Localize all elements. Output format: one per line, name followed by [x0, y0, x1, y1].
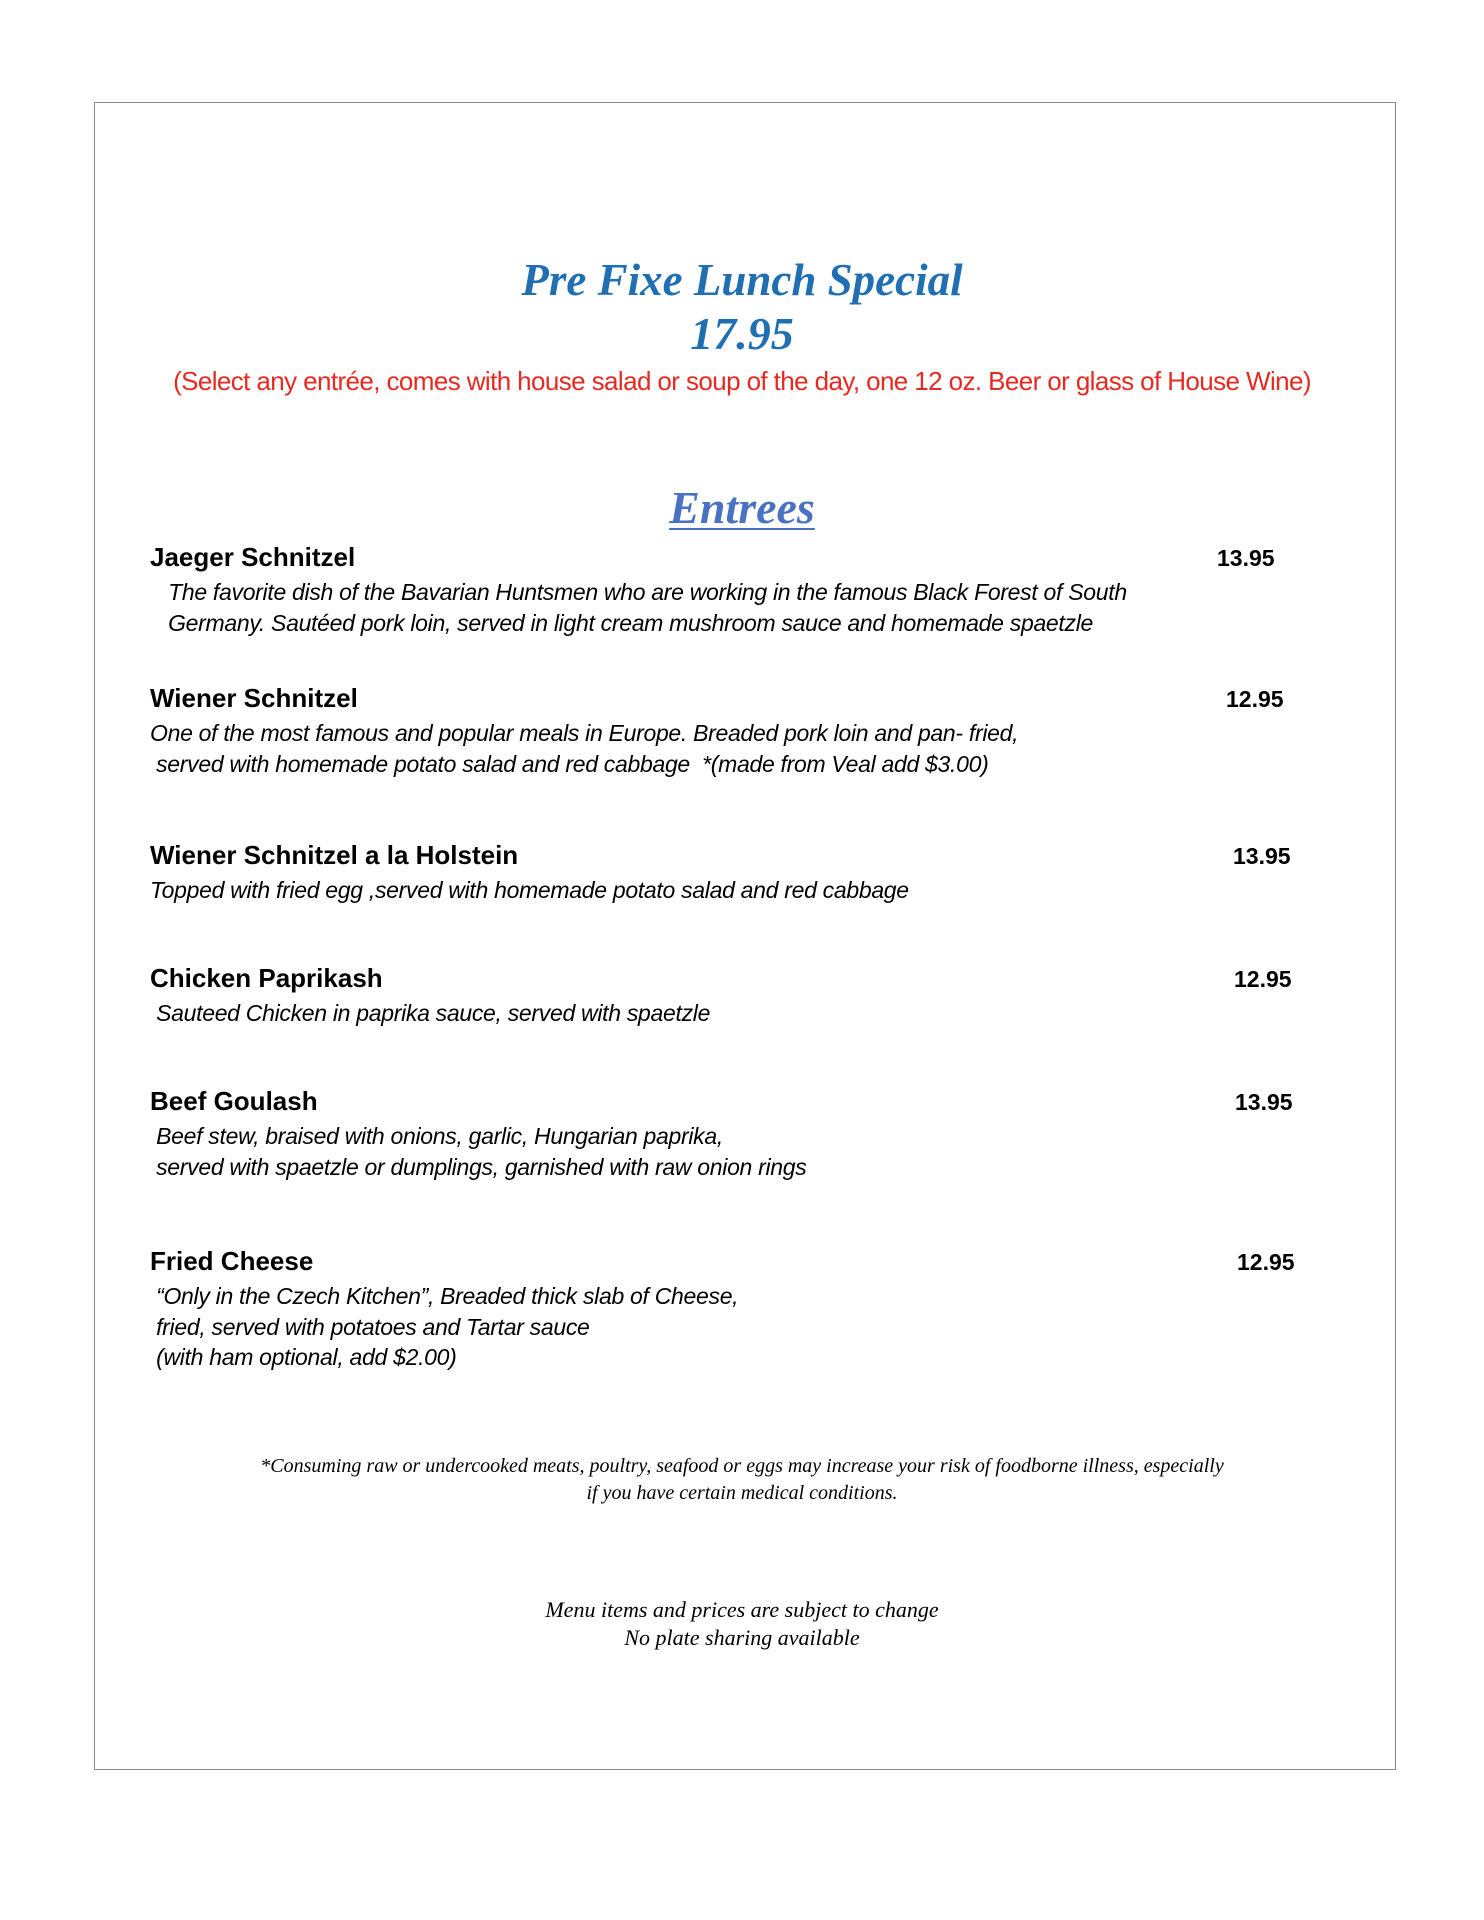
- menu-item-name: Beef Goulash: [150, 1086, 318, 1116]
- menu-item-name: Jaeger Schnitzel: [150, 542, 356, 572]
- footer-line: No plate sharing available: [624, 1625, 860, 1650]
- disclaimer-line: *Consuming raw or undercooked meats, poultry, seafood or eggs may increase your risk of foodborne illness, especially: [260, 1455, 1224, 1477]
- footer-line: Menu items and prices are subject to change: [545, 1597, 939, 1622]
- menu-item-description: “Only in the Czech Kitchen”, Breaded thick slab of Cheese, fried, served with potatoes and Tartar sauce (with ham optional, add $2.00): [156, 1283, 739, 1370]
- menu-item-name: Wiener Schnitzel: [150, 683, 358, 713]
- menu-item-description: Topped with fried egg ,served with homemade potato salad and red cabbage: [150, 877, 909, 903]
- menu-item-description: The favorite dish of the Bavarian Huntsmen who are working in the famous Black Forest of South Germany. Sautéed pork loin, served in light cream mushroom sauce and homemade spaetzle: [168, 579, 1127, 636]
- menu-item-description: One of the most famous and popular meals in Europe. Breaded pork loin and pan- fried, served with homemade potato salad and red cabbage *(made from Veal add $3.00): [150, 720, 1019, 777]
- menu-item-price: 12.95: [1237, 1249, 1295, 1275]
- menu-item-name: Wiener Schnitzel a la Holstein: [150, 840, 519, 870]
- menu-item-price: 12.95: [1226, 686, 1284, 712]
- menu-footer: [0, 1596, 1484, 1652]
- menu-item-price: 12.95: [1234, 966, 1292, 992]
- menu-item-price: 13.95: [1217, 545, 1275, 571]
- disclaimer-line: if you have certain medical conditions.: [586, 1482, 898, 1504]
- special-description: (Select any entrée, comes with house salad or soup of the day, one 12 oz. Beer or glass of House Wine): [173, 366, 1311, 396]
- page-title: Pre Fixe Lunch Special: [521, 255, 963, 305]
- menu-item-name: Chicken Paprikash: [150, 963, 383, 993]
- special-price: 17.95: [690, 308, 794, 359]
- menu-item-price: 13.95: [1233, 843, 1291, 869]
- menu-item-name: Fried Cheese: [150, 1246, 314, 1276]
- menu-item-description: Beef stew, braised with onions, garlic, Hungarian paprika, served with spaetzle or dumplings, garnished with raw onion rings: [156, 1123, 807, 1180]
- section-title-entrees: Entrees: [669, 482, 815, 533]
- menu-item-price: 13.95: [1235, 1089, 1293, 1115]
- food-safety-disclaimer: [0, 1453, 1484, 1507]
- menu-item-description: Sauteed Chicken in paprika sauce, served with spaetzle: [150, 1000, 711, 1026]
